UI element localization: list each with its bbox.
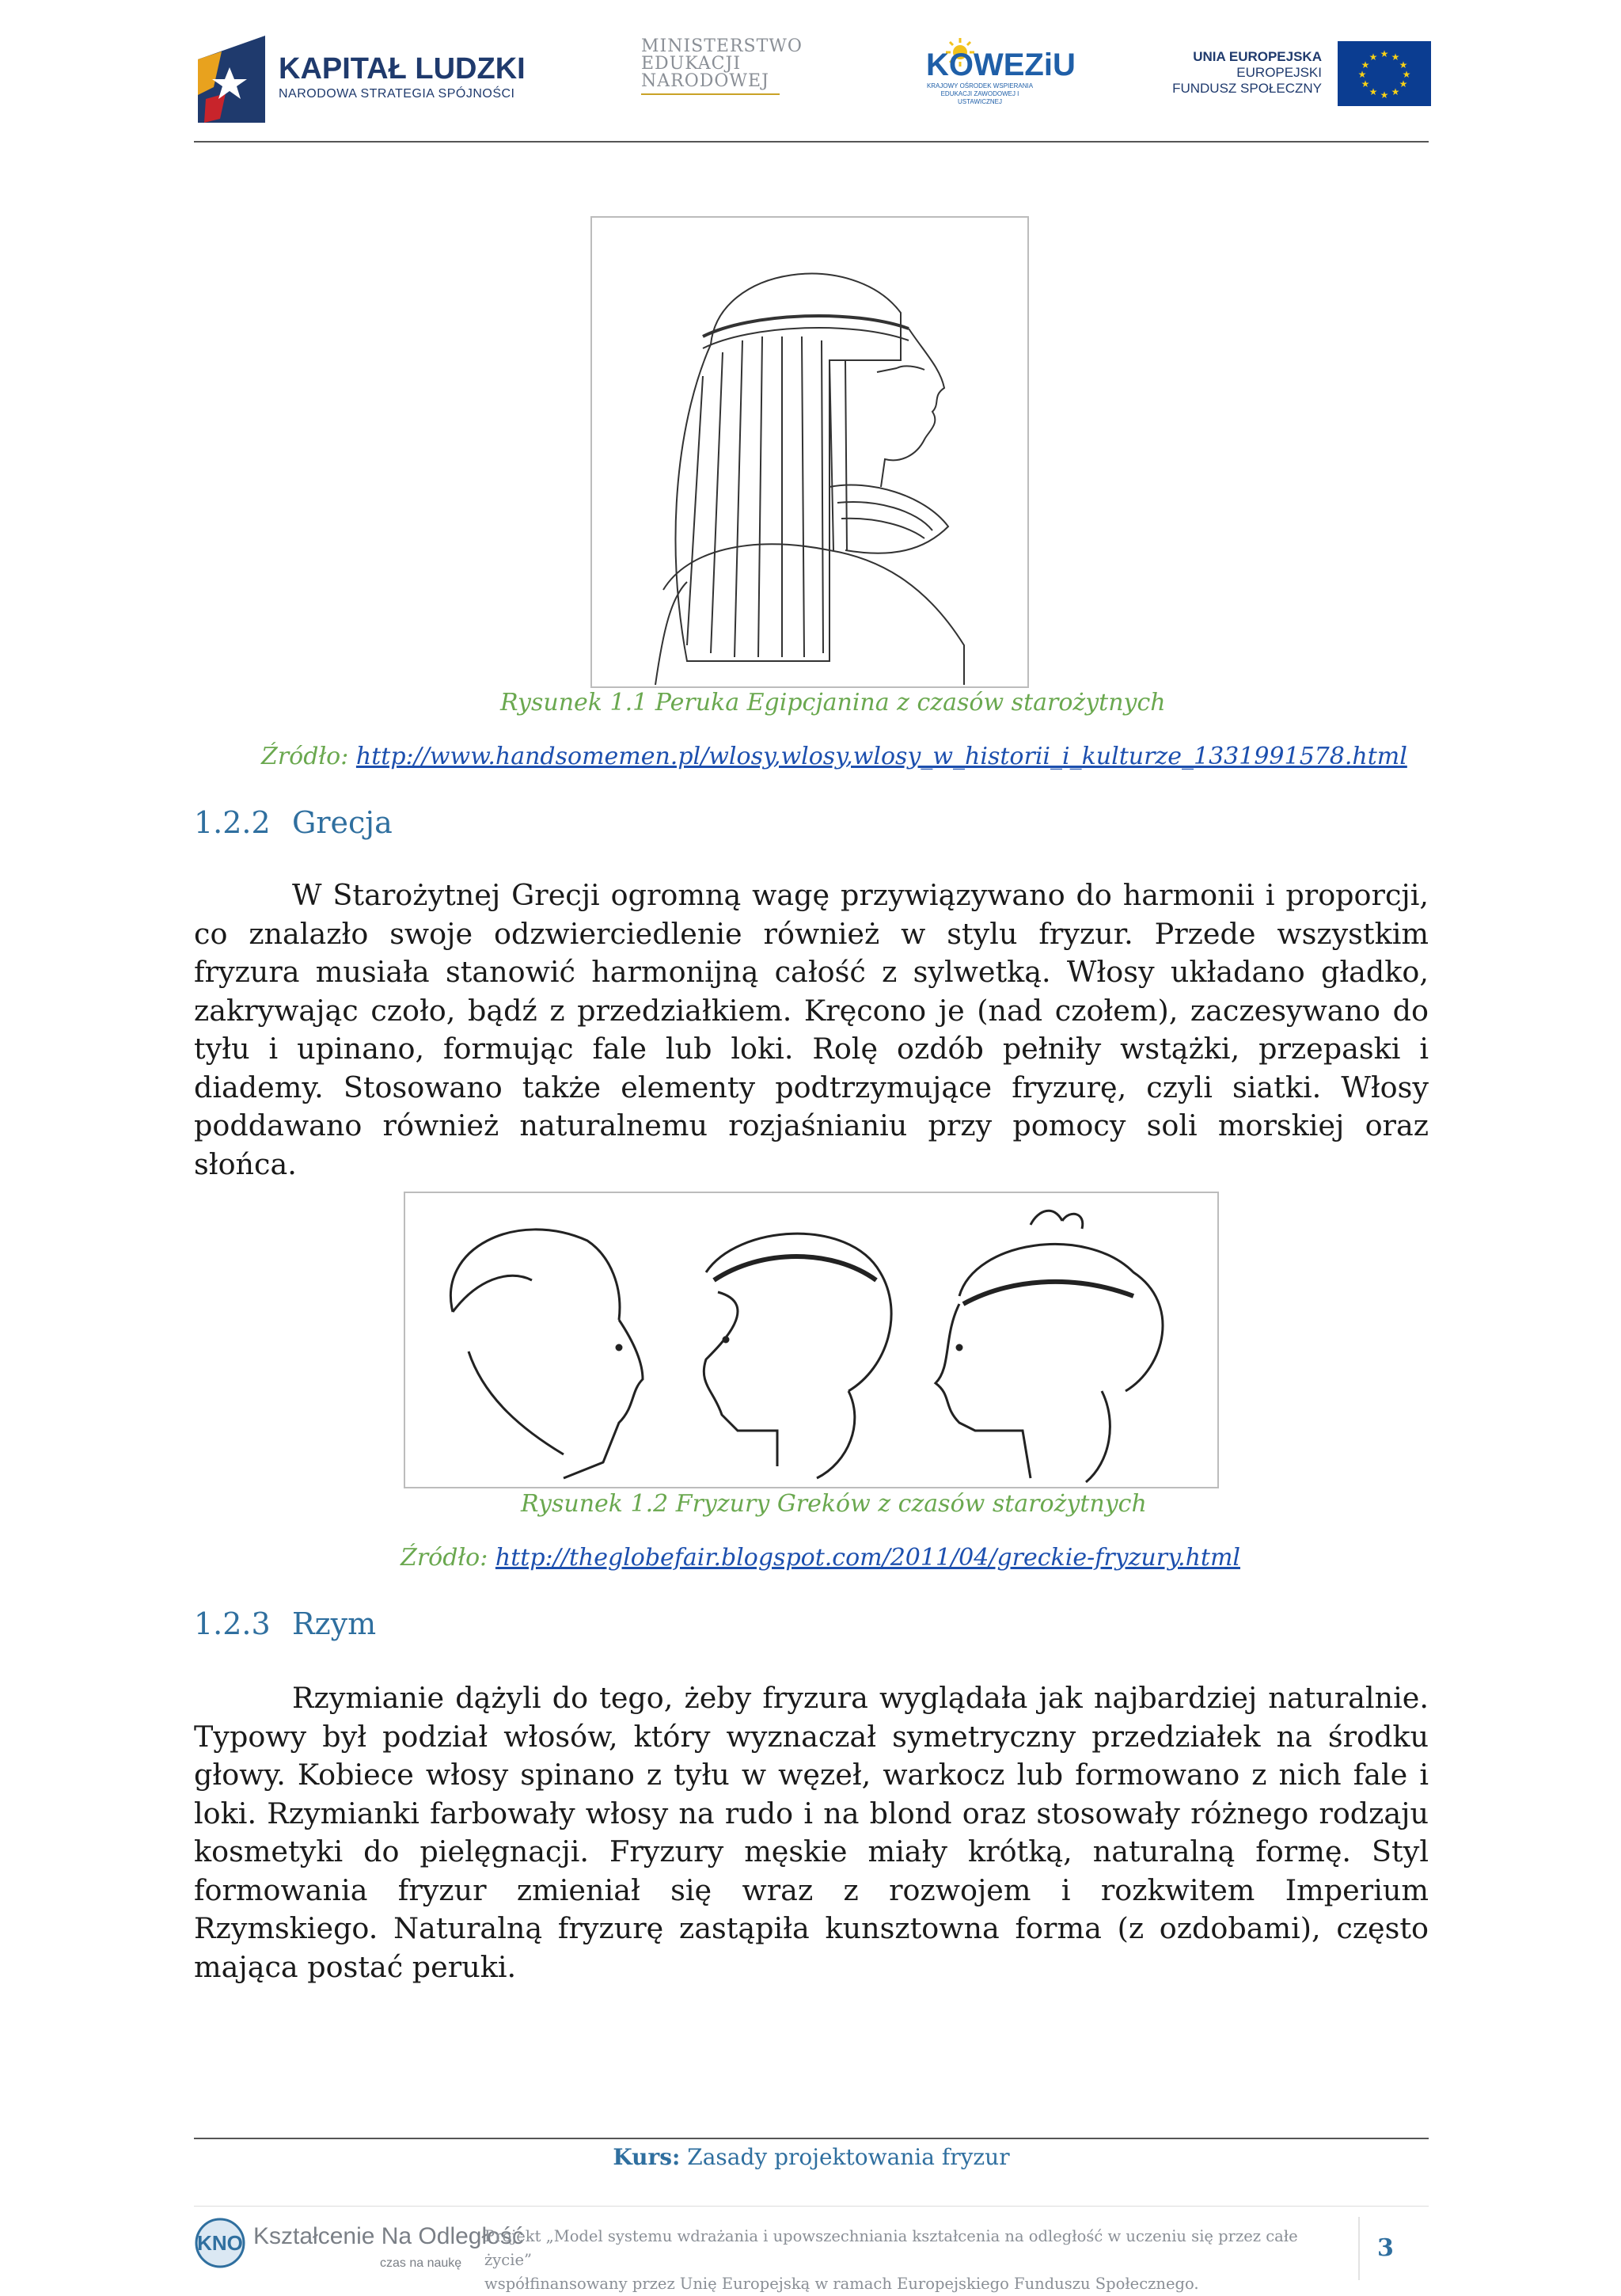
svg-text:★: ★ (1399, 59, 1408, 70)
ministry-underline (641, 93, 780, 95)
eu-line-3: FUNDUSZ SPOŁECZNY (1172, 81, 1322, 96)
section-heading-greece (194, 805, 393, 840)
project-line-1: Projekt „Model systemu wdrażania i upowszechniania kształcenia na odległość w uczeniu się przez całe życie” (484, 2227, 1298, 2269)
svg-text:★: ★ (1402, 69, 1411, 80)
kapital-ludzki-logo (190, 24, 269, 127)
svg-text:★: ★ (1357, 69, 1367, 80)
project-line-2: współfinansowany przez Unię Europejską w ramach Europejskiego Funduszu Społecznego. (484, 2275, 1199, 2293)
figure-egyptian-wig-image (590, 216, 1029, 688)
kapital-ludzki-title: KAPITAŁ LUDZKI (279, 52, 526, 86)
svg-text:KNO: KNO (197, 2231, 243, 2255)
course-label: Kurs: (613, 2144, 681, 2170)
ministry-line-1: MINISTERSTWO (641, 36, 803, 56)
section-number: 1.2.3 (194, 1606, 271, 1641)
ministry-line-2: EDUKACJI (641, 54, 742, 74)
figure-1-caption: Rysunek 1.1 Peruka Egipcjanina z czasów starożytnych (500, 689, 1166, 717)
svg-text:★: ★ (1391, 51, 1400, 63)
section-title: Rzym (292, 1606, 377, 1641)
page-number: 3 (1377, 2234, 1394, 2262)
kno-subtitle: czas na naukę (380, 2256, 462, 2270)
eu-line-2: EUROPEJSKI (1236, 65, 1322, 80)
figure-2-source-label: Źródło: (401, 1544, 488, 1572)
svg-text:★: ★ (1391, 86, 1400, 97)
ministry-logo (641, 38, 803, 95)
figure-1-source (261, 743, 1407, 770)
koweziu-subtitle: KRAJOWY OŚRODEK WSPIERANIA EDUKACJI ZAWODOWEJ I USTAWICZNEJ (926, 82, 1034, 105)
course-name: Zasady projektowania fryzur (687, 2144, 1010, 2170)
rome-paragraph: Rzymianie dążyli do tego, żeby fryzura wyglądała jak najbardziej naturalnie. Typowy był podział włosów, który wyznaczał symetryczny przedziałek na środku głowy. Kobiece włosy spinano z tyłu w węzeł, warkocz lub formowano z nich fale i loki. Rzymianki farbowały włosy na rudo i na blond oraz stosowały różnego rodzaju kosmetyki do pielęgnacji. Fryzury męskie miały krótką, naturalną formę. Styl formowania fryzur zmieniał się wraz z rozwojem i rozkwitem Imperium Rzymskiego. Naturalną fryzurę zastąpiła kunsztowna forma (z ozdobami), często mająca postać peruki. (194, 1681, 1429, 1984)
svg-text:★: ★ (1399, 78, 1408, 89)
greece-paragraph: W Starożytnej Grecji ogromną wagę przywiązywano do harmonii i proporcji, co znalazło swoje odzwierciedlenie również w stylu fryzur. Przede wszystkim fryzura musiała stanowić harmonijną całość z sylwetką. Włosy układano gładko, zakrywając czoło, bądź z przedziałkiem. Kręcono je (nad czołem), zaczesywano do tyłu i upinano, formując fale lub loki. Rolę ozdób pełniły wstążki, przepaski i diademy. Stosowano także elementy podtrzymujące fryzurę, czyli siatki. Włosy poddawano również naturalnemu rozjaśnianiu przy pomocy soli morskiej oraz słońca. (194, 878, 1429, 1181)
section-number: 1.2.2 (194, 805, 271, 840)
figure-1-source-label: Źródło: (261, 743, 349, 770)
footer-divider-light (194, 2206, 1429, 2207)
header-divider (194, 141, 1429, 143)
section-heading-rome (194, 1606, 376, 1641)
figure-2-source (401, 1544, 1240, 1572)
svg-text:★: ★ (1380, 89, 1389, 101)
svg-text:★: ★ (1369, 51, 1378, 63)
ministry-line-3: NARODOWEJ (641, 71, 769, 91)
page-number-separator (1358, 2217, 1360, 2280)
kno-logo-icon (194, 2217, 246, 2269)
svg-text:★: ★ (1361, 78, 1370, 89)
kno-title: Kształcenie Na Odległość (253, 2223, 524, 2249)
svg-text:★: ★ (1369, 86, 1378, 97)
section-title: Grecja (292, 805, 393, 840)
figure-1-source-link[interactable]: http://www.handsomemen.pl/wlosy,wlosy,wlosy_w_historii_i_kulturze_1331991578.html (355, 743, 1407, 770)
course-line (194, 2138, 1429, 2170)
kapital-ludzki-subtitle: NARODOWA STRATEGIA SPÓJNOŚCI (279, 87, 515, 101)
figure-2-source-link[interactable]: http://theglobefair.blogspot.com/2011/04/greckie-fryzury.html (495, 1544, 1240, 1572)
koweziu-title: KOWEZiU (926, 48, 1076, 82)
svg-text:★: ★ (1380, 48, 1389, 59)
eu-line-1: UNIA EUROPEJSKA (1193, 49, 1322, 64)
eu-fund-label (1156, 49, 1322, 97)
eu-flag-icon (1338, 41, 1431, 106)
figure-2-caption: Rysunek 1.2 Fryzury Greków z czasów starożytnych (521, 1490, 1147, 1518)
svg-text:★: ★ (1361, 59, 1370, 70)
project-funding-note (484, 2225, 1331, 2296)
figure-greek-hairstyles-image (404, 1192, 1219, 1488)
